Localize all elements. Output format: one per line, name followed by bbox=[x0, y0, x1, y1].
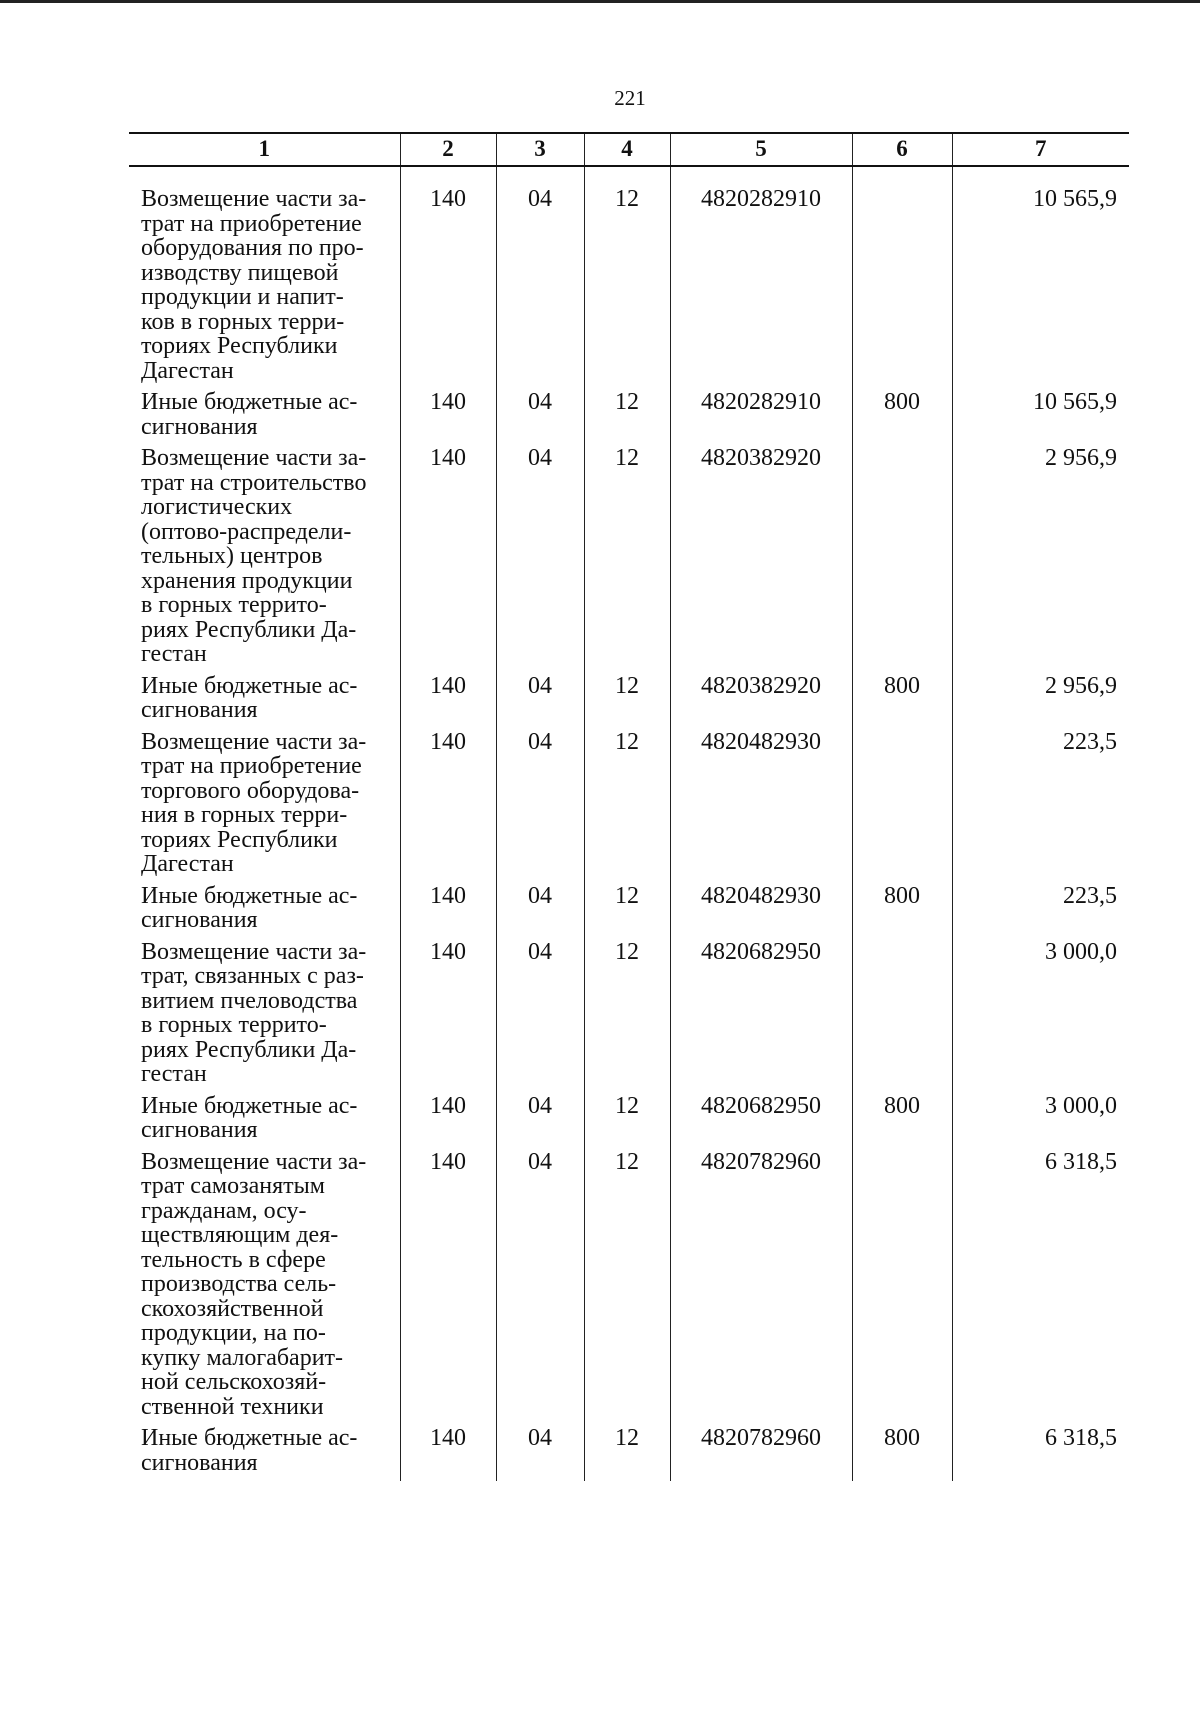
row-amount: 3 000,0 bbox=[952, 940, 1129, 1094]
row-target-article: 4820382920 bbox=[670, 674, 852, 730]
table-header bbox=[129, 133, 1129, 166]
row-chapter-code: 04 bbox=[496, 1150, 584, 1427]
row-amount: 223,5 bbox=[952, 730, 1129, 884]
row-subsection-code: 12 bbox=[584, 1426, 670, 1481]
row-target-article: 4820782960 bbox=[670, 1150, 852, 1427]
row-section-code: 140 bbox=[400, 730, 496, 884]
row-chapter-code: 04 bbox=[496, 884, 584, 940]
row-amount: 2 956,9 bbox=[952, 674, 1129, 730]
row-subsection-code: 12 bbox=[584, 166, 670, 390]
row-chapter-code: 04 bbox=[496, 446, 584, 674]
row-expense-type: 800 bbox=[852, 674, 952, 730]
row-section-code: 140 bbox=[400, 166, 496, 390]
table-row bbox=[129, 940, 1129, 1094]
row-target-article: 4820682950 bbox=[670, 1094, 852, 1150]
row-section-code: 140 bbox=[400, 390, 496, 446]
table-body bbox=[129, 166, 1129, 1481]
row-expense-type bbox=[852, 446, 952, 674]
row-chapter-code: 04 bbox=[496, 940, 584, 1094]
table-row bbox=[129, 446, 1129, 674]
row-description: Иные бюджетные ас- сигнования bbox=[141, 1425, 358, 1476]
header-col-5: 5 bbox=[670, 133, 852, 166]
table-row bbox=[129, 1426, 1129, 1481]
row-target-article: 4820682950 bbox=[670, 940, 852, 1094]
row-description: Иные бюджетные ас- сигнования bbox=[141, 882, 358, 933]
row-target-article: 4820782960 bbox=[670, 1426, 852, 1481]
row-amount: 10 565,9 bbox=[952, 390, 1129, 446]
row-amount: 6 318,5 bbox=[952, 1426, 1129, 1481]
table-row bbox=[129, 884, 1129, 940]
row-subsection-code: 12 bbox=[584, 940, 670, 1094]
row-description: Иные бюджетные ас- сигнования bbox=[141, 389, 358, 440]
row-chapter-code: 04 bbox=[496, 1094, 584, 1150]
row-description: Иные бюджетные ас- сигнования bbox=[141, 672, 358, 723]
row-chapter-code: 04 bbox=[496, 730, 584, 884]
row-chapter-code: 04 bbox=[496, 674, 584, 730]
row-description: Возмещение части за- трат самозанятым гражданам, осу- ществляющим дея- тельность в сфере производства сель- скохозяйственной продукции, на по- купку малогабарит- ной сельскохозяй- ственной техники bbox=[141, 1148, 367, 1420]
row-section-code: 140 bbox=[400, 1150, 496, 1427]
budget-table bbox=[129, 132, 1129, 1481]
header-col-3: 3 bbox=[496, 133, 584, 166]
header-row bbox=[129, 133, 1129, 166]
row-subsection-code: 12 bbox=[584, 1150, 670, 1427]
row-description: Возмещение части за- трат на строительство логистических (оптово-распредели- тельных) центров хранения продукции в горных террито- риях Республики Да- гестан bbox=[141, 445, 367, 667]
table-row bbox=[129, 390, 1129, 446]
row-expense-type: 800 bbox=[852, 1426, 952, 1481]
row-section-code: 140 bbox=[400, 1426, 496, 1481]
row-section-code: 140 bbox=[400, 446, 496, 674]
row-expense-type: 800 bbox=[852, 884, 952, 940]
row-subsection-code: 12 bbox=[584, 1094, 670, 1150]
row-chapter-code: 04 bbox=[496, 166, 584, 390]
row-target-article: 4820282910 bbox=[670, 166, 852, 390]
row-amount: 3 000,0 bbox=[952, 1094, 1129, 1150]
scan-edge bbox=[0, 0, 1200, 3]
row-amount: 223,5 bbox=[952, 884, 1129, 940]
row-amount: 2 956,9 bbox=[952, 446, 1129, 674]
row-section-code: 140 bbox=[400, 1094, 496, 1150]
table-row bbox=[129, 1094, 1129, 1150]
page-number: 221 bbox=[614, 86, 646, 110]
row-expense-type bbox=[852, 1150, 952, 1427]
row-expense-type bbox=[852, 730, 952, 884]
row-target-article: 4820482930 bbox=[670, 884, 852, 940]
row-section-code: 140 bbox=[400, 674, 496, 730]
row-subsection-code: 12 bbox=[584, 730, 670, 884]
row-amount: 6 318,5 bbox=[952, 1150, 1129, 1427]
row-subsection-code: 12 bbox=[584, 674, 670, 730]
row-subsection-code: 12 bbox=[584, 390, 670, 446]
row-description: Иные бюджетные ас- сигнования bbox=[141, 1092, 358, 1143]
table-row bbox=[129, 166, 1129, 390]
table-row bbox=[129, 674, 1129, 730]
header-col-6: 6 bbox=[852, 133, 952, 166]
row-amount: 10 565,9 bbox=[952, 166, 1129, 390]
row-expense-type: 800 bbox=[852, 1094, 952, 1150]
row-section-code: 140 bbox=[400, 884, 496, 940]
row-target-article: 4820382920 bbox=[670, 446, 852, 674]
row-description: Возмещение части за- трат на приобретение торгового оборудова- ния в горных терри- ториях Республики Дагестан bbox=[141, 728, 367, 877]
row-chapter-code: 04 bbox=[496, 1426, 584, 1481]
row-expense-type bbox=[852, 940, 952, 1094]
header-col-4: 4 bbox=[584, 133, 670, 166]
row-chapter-code: 04 bbox=[496, 390, 584, 446]
row-target-article: 4820282910 bbox=[670, 390, 852, 446]
row-description: Возмещение части за- трат на приобретение оборудования по про- изводству пищевой продукции и напит- ков в горных терри- ториях Республики Дагестан bbox=[141, 186, 367, 384]
header-col-2: 2 bbox=[400, 133, 496, 166]
row-target-article: 4820482930 bbox=[670, 730, 852, 884]
header-col-7: 7 bbox=[952, 133, 1129, 166]
row-expense-type bbox=[852, 166, 952, 390]
table-row bbox=[129, 730, 1129, 884]
table-row bbox=[129, 1150, 1129, 1427]
row-section-code: 140 bbox=[400, 940, 496, 1094]
row-description: Возмещение части за- трат, связанных с раз- витием пчеловодства в горных террито- риях Республики Да- гестан bbox=[141, 938, 367, 1087]
row-expense-type: 800 bbox=[852, 390, 952, 446]
row-subsection-code: 12 bbox=[584, 446, 670, 674]
header-col-1: 1 bbox=[129, 133, 400, 166]
row-subsection-code: 12 bbox=[584, 884, 670, 940]
